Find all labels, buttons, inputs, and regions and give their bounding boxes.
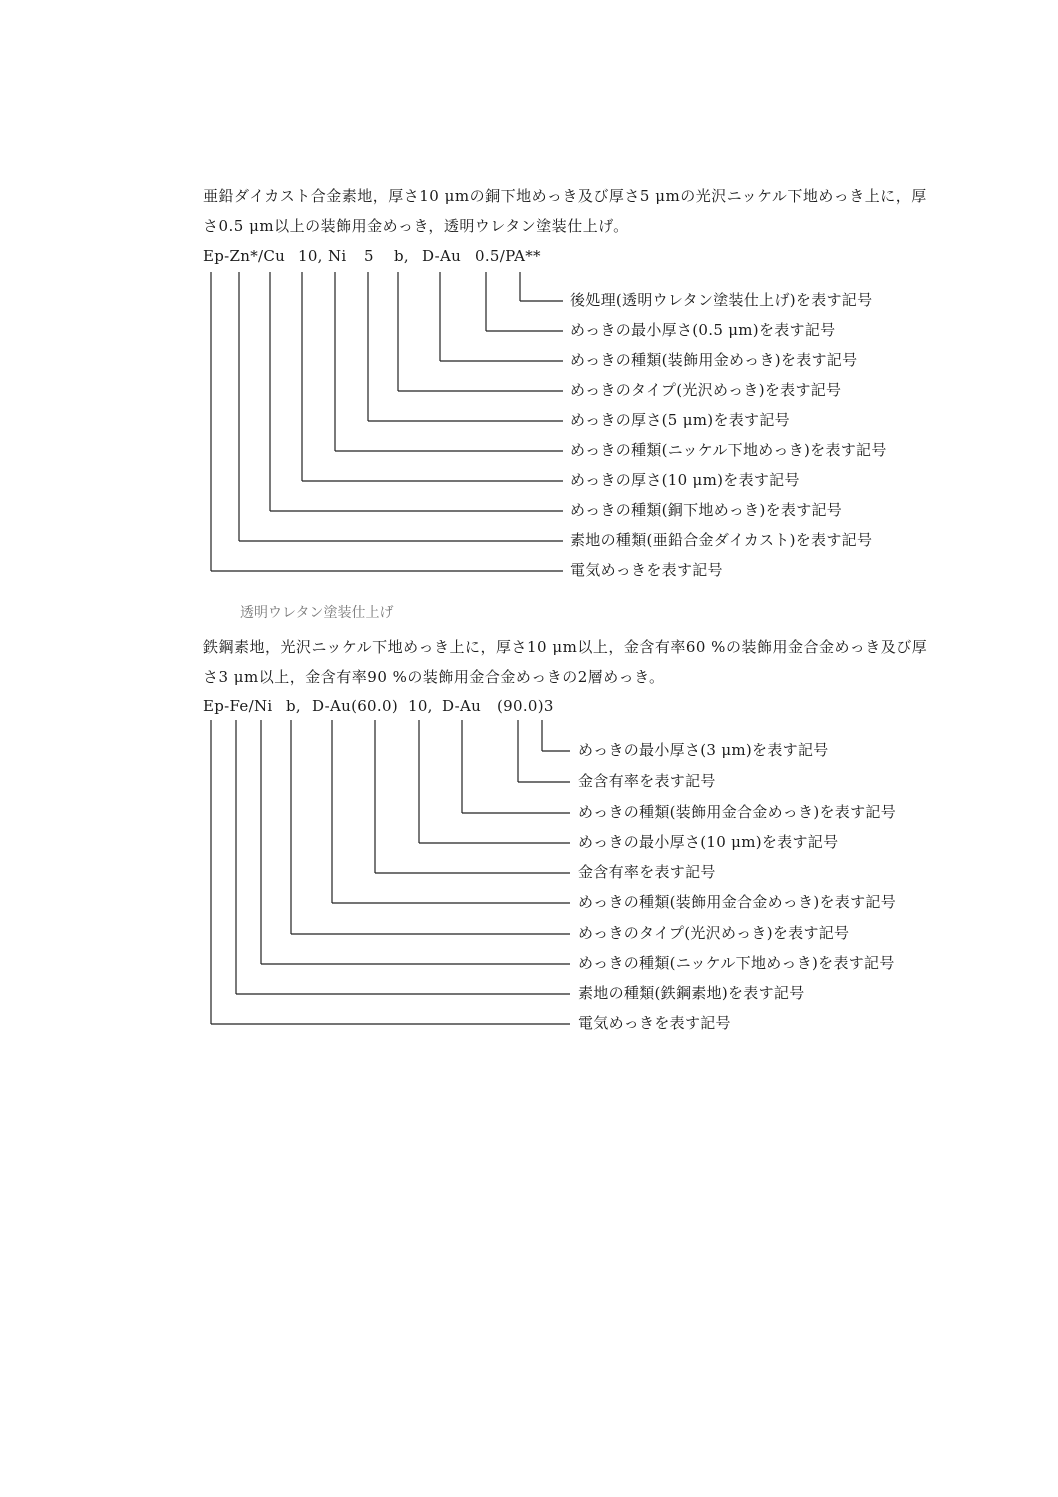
- code-part-thickness: 5: [364, 247, 374, 265]
- callout-label: 素地の種類(鉄鋼素地)を表す記号: [578, 984, 805, 1002]
- code-part-substrate: Ep-Fe/Ni: [203, 697, 273, 715]
- code-part-thickness: 10,: [408, 697, 433, 715]
- callout-label: めっきの厚さ(5 μm)を表す記号: [570, 411, 790, 429]
- callout-label: めっきのタイプ(光沢めっき)を表す記号: [578, 924, 850, 942]
- callout-label: 電気めっきを表す記号: [570, 561, 723, 579]
- callout-label: めっきの最小厚さ(10 μm)を表す記号: [578, 833, 839, 851]
- code-part-type: b,: [286, 697, 301, 715]
- example1-description-line1: 亜鉛ダイカスト合金素地，厚さ10 μmの銅下地めっき及び厚さ5 μmの光沢ニッケル下地めっき上に，厚: [203, 187, 927, 205]
- callout-label: 電気めっきを表す記号: [578, 1014, 731, 1032]
- code-part-plating: Ni: [328, 247, 347, 265]
- example2-description-line1: 鉄鋼素地，光沢ニッケル下地めっき上に，厚さ10 μm以上，金含有率60 %の装飾用金合金めっき及び厚: [203, 638, 928, 656]
- callout-label: 後処理(透明ウレタン塗装仕上げ)を表す記号: [570, 291, 873, 309]
- callout-label: めっきの種類(装飾用金めっき)を表す記号: [570, 351, 858, 369]
- callout-label: めっきの種類(銅下地めっき)を表す記号: [570, 501, 843, 519]
- example1-description-line2: さ0.5 μm以上の装飾用金めっき，透明ウレタン塗装仕上げ。: [203, 217, 629, 235]
- callout-label: めっきの種類(装飾用金合金めっき)を表す記号: [578, 803, 897, 821]
- example2-description-line2: さ3 μm以上，金含有率90 %の装飾用金合金めっきの2層めっき。: [203, 668, 665, 686]
- callout-label: めっきの厚さ(10 μm)を表す記号: [570, 471, 800, 489]
- callout-label: めっきの種類(装飾用金合金めっき)を表す記号: [578, 893, 897, 911]
- code-part-thickness: 10,: [298, 247, 323, 265]
- partial-heading: 透明ウレタン塗装仕上げ: [240, 605, 394, 621]
- callout-label: めっきの最小厚さ(3 μm)を表す記号: [578, 741, 829, 759]
- callout-label: 金含有率を表す記号: [578, 863, 716, 881]
- code-part-substrate: Ep-Zn*/Cu: [203, 247, 286, 265]
- callout-label: めっきの種類(ニッケル下地めっき)を表す記号: [570, 441, 887, 459]
- code-part-gold-content-thickness: (90.0)3: [497, 697, 554, 715]
- code-part-posttreatment: 0.5/PA**: [475, 247, 541, 265]
- code-part-plating: D-Au: [422, 247, 462, 265]
- callout-label: 素地の種類(亜鉛合金ダイカスト)を表す記号: [570, 531, 873, 549]
- callout-label: 金含有率を表す記号: [578, 772, 716, 790]
- callout-label: めっきの最小厚さ(0.5 μm)を表す記号: [570, 321, 836, 339]
- code-part-type: b,: [394, 247, 409, 265]
- callout-label: めっきのタイプ(光沢めっき)を表す記号: [570, 381, 842, 399]
- code-part-plating: D-Au(60.0): [312, 697, 398, 715]
- code-part-plating: D-Au: [442, 697, 482, 715]
- callout-label: めっきの種類(ニッケル下地めっき)を表す記号: [578, 954, 895, 972]
